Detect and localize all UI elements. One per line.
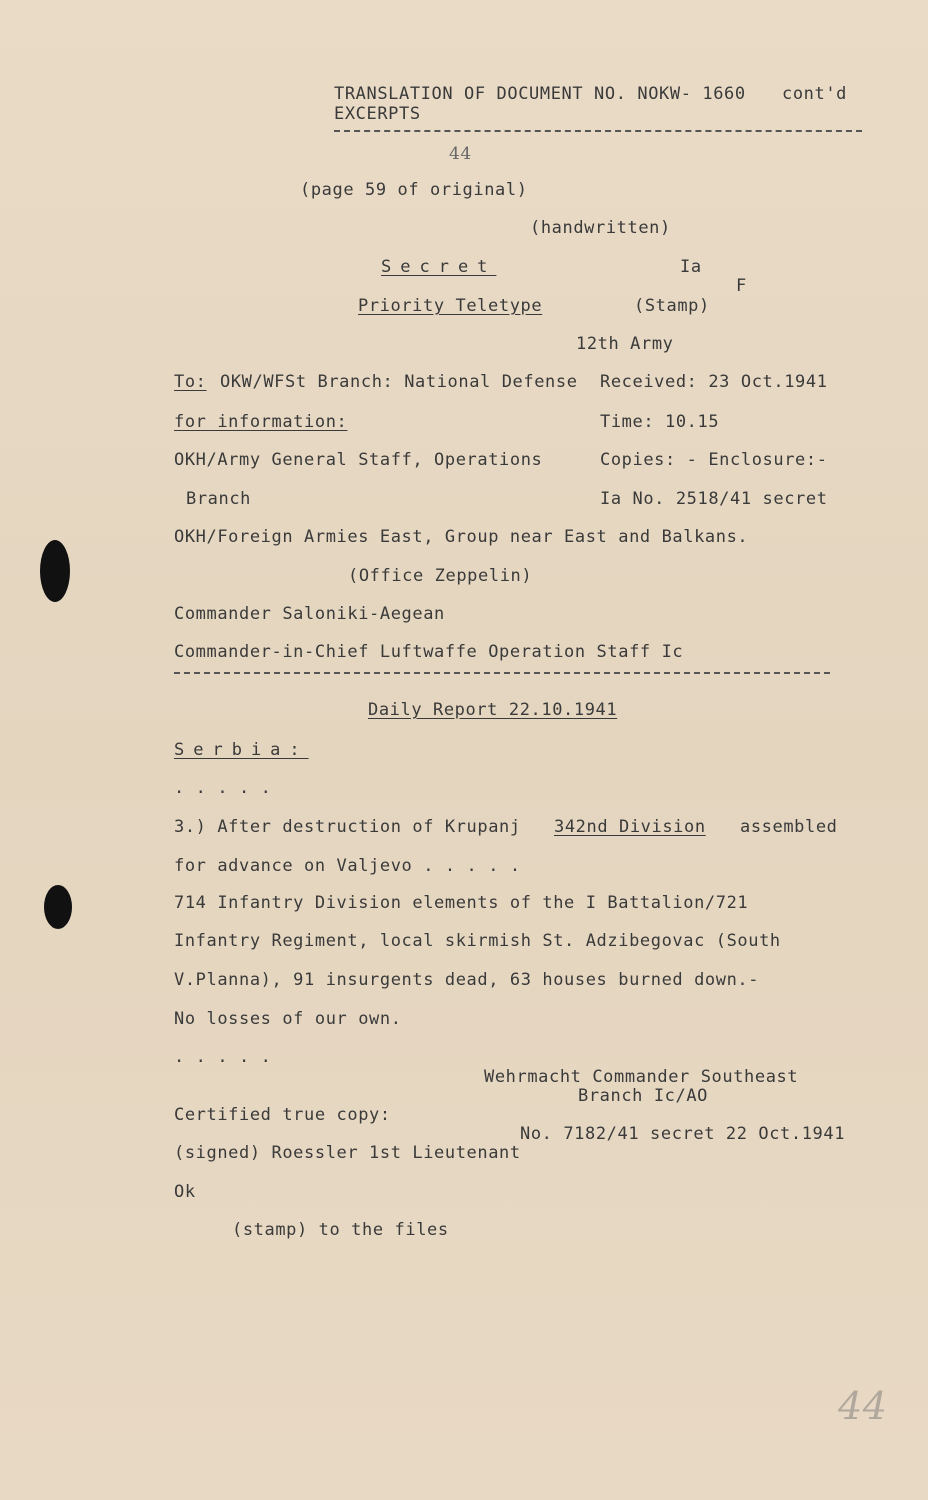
army-label: 12th Army bbox=[576, 334, 674, 354]
commander-saloniki: Commander Saloniki-Aegean bbox=[174, 604, 445, 624]
report-line-4: Infantry Regiment, local skirmish St. Adzibegovac (South bbox=[174, 931, 781, 951]
received-date: Received: 23 Oct.1941 bbox=[600, 372, 828, 392]
pencil-page-number: 44 bbox=[838, 1384, 888, 1428]
daily-report-title: Daily Report 22.10.1941 bbox=[368, 700, 618, 720]
office-zeppelin: (Office Zeppelin) bbox=[348, 566, 533, 586]
handwritten-number: 44 bbox=[449, 144, 472, 164]
certified-copy: Certified true copy: bbox=[174, 1105, 391, 1125]
document-number: No. 7182/41 secret 22 Oct.1941 bbox=[520, 1124, 846, 1144]
signed-line: (signed) Roessler 1st Lieutenant bbox=[174, 1143, 521, 1163]
foreign-armies-line: OKH/Foreign Armies East, Group near East and Balkans. bbox=[174, 527, 749, 547]
title-line: TRANSLATION OF DOCUMENT NO. NOKW- 1660 bbox=[334, 84, 746, 104]
ellipsis-2: . . . . . bbox=[174, 1047, 272, 1067]
report-line-5: V.Planna), 91 insurgents dead, 63 houses burned down.- bbox=[174, 970, 760, 990]
ia-number: Ia No. 2518/41 secret bbox=[600, 489, 828, 509]
contd-label: cont'd bbox=[782, 84, 848, 104]
f-mark: F bbox=[736, 276, 747, 296]
punch-hole-bottom bbox=[44, 885, 72, 929]
for-information-label: for information: bbox=[174, 412, 348, 432]
commander-luftwaffe: Commander-in-Chief Luftwaffe Operation Staff Ic bbox=[174, 642, 684, 662]
ok-label: Ok bbox=[174, 1182, 196, 1202]
header-divider bbox=[334, 130, 862, 132]
stamp-to-files: (stamp) to the files bbox=[232, 1220, 449, 1240]
stamp-label: (Stamp) bbox=[634, 296, 710, 316]
address-divider bbox=[174, 672, 830, 674]
excerpts-label: EXCERPTS bbox=[334, 104, 421, 124]
copies-label: Copies: - Enclosure:- bbox=[600, 450, 828, 470]
report-line-2: for advance on Valjevo . . . . . bbox=[174, 856, 521, 876]
time-label: Time: 10.15 bbox=[600, 412, 720, 432]
okh-line-2: Branch bbox=[186, 489, 252, 509]
report-division: 342nd Division bbox=[554, 817, 706, 837]
ia-label: Ia bbox=[680, 257, 702, 277]
wehrmacht-commander: Wehrmacht Commander Southeast bbox=[484, 1067, 799, 1087]
ellipsis-1: . . . . . bbox=[174, 778, 272, 798]
to-label: To: bbox=[174, 372, 207, 392]
branch-ic-ao: Branch Ic/AO bbox=[578, 1086, 709, 1106]
priority-teletype: Priority Teletype bbox=[358, 296, 543, 316]
page-reference: (page 59 of original) bbox=[300, 180, 528, 200]
report-line-3: 714 Infantry Division elements of the I Battalion/721 bbox=[174, 893, 749, 913]
handwritten-label: (handwritten) bbox=[530, 218, 671, 238]
report-line-6: No losses of our own. bbox=[174, 1009, 402, 1029]
report-line-1a: 3.) After destruction of Krupanj bbox=[174, 817, 521, 837]
serbia-heading: Serbia: bbox=[174, 740, 309, 760]
punch-hole-top bbox=[40, 540, 70, 602]
secret-label: Secret bbox=[381, 257, 497, 277]
report-line-1b: assembled bbox=[740, 817, 838, 837]
okh-line-1: OKH/Army General Staff, Operations bbox=[174, 450, 543, 470]
to-address: OKW/WFSt Branch: National Defense bbox=[220, 372, 578, 392]
